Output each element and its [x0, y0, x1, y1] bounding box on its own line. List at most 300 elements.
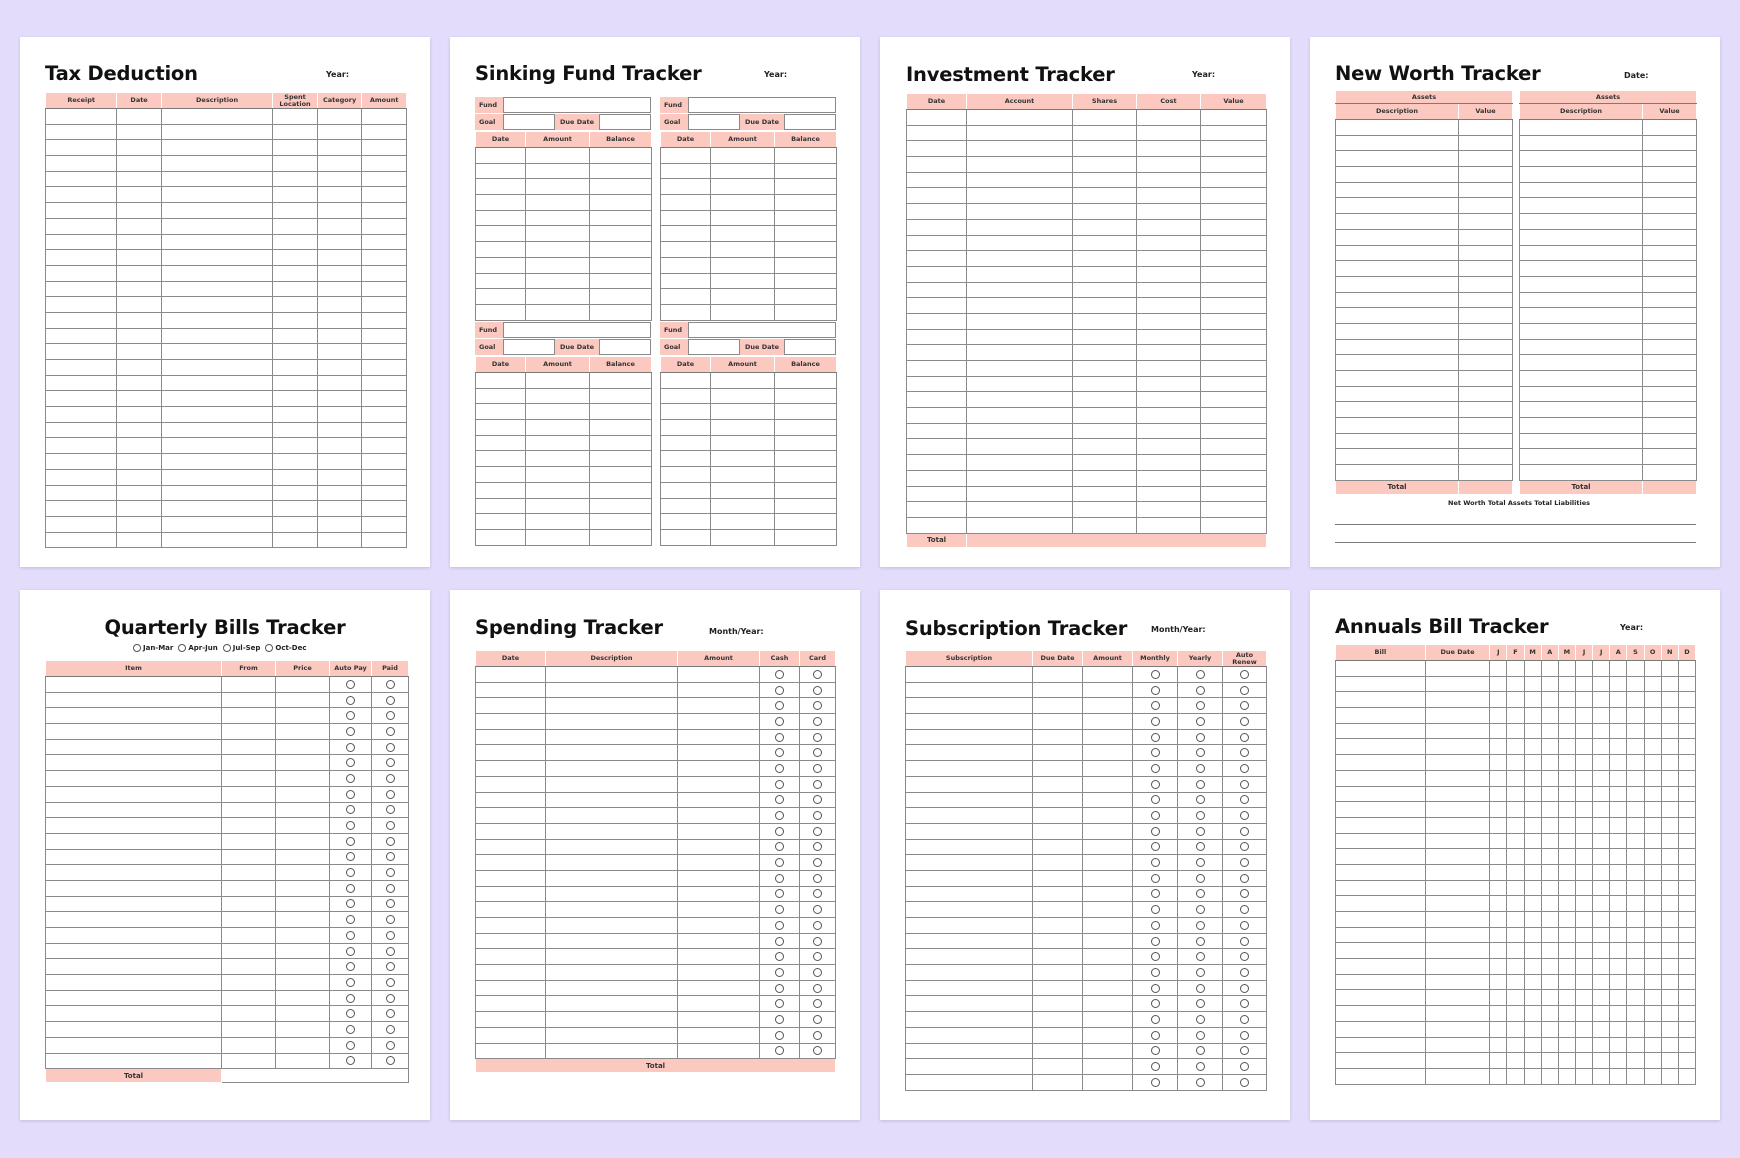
table-cell[interactable]	[476, 965, 546, 981]
table-cell[interactable]	[276, 880, 330, 896]
checkbox-circle[interactable]	[1178, 667, 1223, 683]
total-value[interactable]	[967, 533, 1267, 547]
table-cell[interactable]	[161, 281, 272, 297]
table-cell[interactable]	[1593, 849, 1610, 865]
table-cell[interactable]	[1661, 1068, 1678, 1084]
table-cell[interactable]	[317, 422, 362, 438]
table-cell[interactable]	[1575, 661, 1592, 677]
table-cell[interactable]	[1083, 965, 1133, 981]
table-cell[interactable]	[1678, 974, 1695, 990]
table-cell[interactable]	[362, 344, 407, 360]
table-cell[interactable]	[161, 344, 272, 360]
table-cell[interactable]	[1137, 298, 1201, 314]
table-cell[interactable]	[546, 870, 678, 886]
checkbox-circle[interactable]	[800, 855, 836, 871]
table-cell[interactable]	[1336, 198, 1459, 214]
table-cell[interactable]	[546, 839, 678, 855]
table-cell[interactable]	[1575, 723, 1592, 739]
table-cell[interactable]	[117, 438, 162, 454]
table-cell[interactable]	[1459, 433, 1513, 449]
table-cell[interactable]	[1678, 1037, 1695, 1053]
table-cell[interactable]	[1033, 698, 1083, 714]
table-cell[interactable]	[661, 148, 711, 164]
table-cell[interactable]	[161, 312, 272, 328]
table-cell[interactable]	[1073, 141, 1137, 157]
quarter-option-jan-mar[interactable]	[133, 644, 173, 652]
table-cell[interactable]	[273, 344, 318, 360]
table-cell[interactable]	[1336, 817, 1426, 833]
table-cell[interactable]	[1336, 402, 1459, 418]
table-cell[interactable]	[362, 532, 407, 548]
table-cell[interactable]	[1459, 292, 1513, 308]
table-cell[interactable]	[117, 407, 162, 423]
radio-circle-icon[interactable]	[265, 644, 273, 652]
table-cell[interactable]	[362, 234, 407, 250]
table-cell[interactable]	[1083, 714, 1133, 730]
table-cell[interactable]	[1137, 313, 1201, 329]
checkbox-circle[interactable]	[372, 692, 409, 708]
table-cell[interactable]	[46, 975, 222, 991]
table-cell[interactable]	[1073, 251, 1137, 267]
table-cell[interactable]	[1644, 817, 1661, 833]
table-cell[interactable]	[1201, 251, 1267, 267]
table-cell[interactable]	[1137, 157, 1201, 173]
table-cell[interactable]	[906, 745, 1033, 761]
table-cell[interactable]	[222, 739, 276, 755]
table-cell[interactable]	[678, 949, 760, 965]
table-cell[interactable]	[1507, 927, 1524, 943]
table-cell[interactable]	[317, 124, 362, 140]
checkbox-circle[interactable]	[372, 677, 409, 693]
table-cell[interactable]	[161, 140, 272, 156]
table-cell[interactable]	[1073, 313, 1137, 329]
checkbox-circle[interactable]	[372, 802, 409, 818]
table-cell[interactable]	[546, 667, 678, 683]
table-cell[interactable]	[317, 203, 362, 219]
table-cell[interactable]	[1593, 959, 1610, 975]
table-cell[interactable]	[775, 373, 837, 389]
quarter-option-apr-jun[interactable]	[178, 644, 217, 652]
table-cell[interactable]	[711, 257, 775, 273]
table-cell[interactable]	[46, 1037, 222, 1053]
table-cell[interactable]	[1661, 723, 1678, 739]
table-cell[interactable]	[678, 729, 760, 745]
table-cell[interactable]	[1201, 329, 1267, 345]
table-cell[interactable]	[1033, 839, 1083, 855]
checkbox-circle[interactable]	[1133, 776, 1178, 792]
table-cell[interactable]	[907, 361, 967, 377]
table-cell[interactable]	[661, 498, 711, 514]
table-cell[interactable]	[1033, 980, 1083, 996]
table-cell[interactable]	[1661, 786, 1678, 802]
table-cell[interactable]	[276, 959, 330, 975]
goal-input[interactable]	[503, 114, 555, 130]
table-cell[interactable]	[276, 912, 330, 928]
checkbox-circle[interactable]	[1223, 667, 1267, 683]
table-cell[interactable]	[775, 482, 837, 498]
table-cell[interactable]	[1083, 667, 1133, 683]
table-cell[interactable]	[1336, 755, 1426, 771]
table-cell[interactable]	[1336, 214, 1459, 230]
checkbox-circle[interactable]	[1178, 918, 1223, 934]
table-cell[interactable]	[1073, 345, 1137, 361]
table-cell[interactable]	[317, 485, 362, 501]
table-cell[interactable]	[46, 203, 117, 219]
checkbox-circle[interactable]	[330, 1037, 372, 1053]
checkbox-circle[interactable]	[1133, 933, 1178, 949]
table-cell[interactable]	[907, 329, 967, 345]
table-cell[interactable]	[526, 514, 590, 530]
table-cell[interactable]	[1336, 739, 1426, 755]
table-cell[interactable]	[1073, 157, 1137, 173]
table-cell[interactable]	[46, 880, 222, 896]
table-cell[interactable]	[46, 187, 117, 203]
table-cell[interactable]	[1425, 1068, 1490, 1084]
table-cell[interactable]	[1593, 739, 1610, 755]
table-cell[interactable]	[276, 1006, 330, 1022]
table-cell[interactable]	[546, 933, 678, 949]
table-cell[interactable]	[117, 516, 162, 532]
table-cell[interactable]	[46, 312, 117, 328]
table-cell[interactable]	[907, 408, 967, 424]
table-cell[interactable]	[317, 454, 362, 470]
table-cell[interactable]	[1575, 708, 1592, 724]
table-cell[interactable]	[1073, 392, 1137, 408]
table-cell[interactable]	[1575, 864, 1592, 880]
table-cell[interactable]	[678, 745, 760, 761]
table-cell[interactable]	[362, 265, 407, 281]
table-cell[interactable]	[1678, 661, 1695, 677]
fund-input[interactable]	[688, 322, 836, 338]
table-cell[interactable]	[1627, 1068, 1644, 1084]
table-cell[interactable]	[1644, 676, 1661, 692]
table-cell[interactable]	[907, 376, 967, 392]
table-cell[interactable]	[1678, 802, 1695, 818]
table-cell[interactable]	[1459, 402, 1513, 418]
table-cell[interactable]	[1524, 912, 1541, 928]
checkbox-circle[interactable]	[330, 896, 372, 912]
table-cell[interactable]	[1524, 864, 1541, 880]
table-cell[interactable]	[711, 226, 775, 242]
checkbox-circle[interactable]	[330, 786, 372, 802]
table-cell[interactable]	[1201, 188, 1267, 204]
table-cell[interactable]	[476, 435, 526, 451]
table-cell[interactable]	[1336, 355, 1459, 371]
table-cell[interactable]	[1033, 1012, 1083, 1028]
table-cell[interactable]	[46, 501, 117, 517]
table-cell[interactable]	[907, 502, 967, 518]
table-cell[interactable]	[273, 422, 318, 438]
table-cell[interactable]	[1201, 423, 1267, 439]
table-cell[interactable]	[1033, 714, 1083, 730]
checkbox-circle[interactable]	[372, 708, 409, 724]
table-cell[interactable]	[46, 990, 222, 1006]
checkbox-circle[interactable]	[1223, 1059, 1267, 1075]
checkbox-circle[interactable]	[1178, 745, 1223, 761]
table-cell[interactable]	[907, 204, 967, 220]
table-cell[interactable]	[678, 1027, 760, 1043]
table-cell[interactable]	[1083, 1027, 1133, 1043]
table-cell[interactable]	[775, 404, 837, 420]
table-cell[interactable]	[1507, 990, 1524, 1006]
table-cell[interactable]	[1627, 896, 1644, 912]
table-cell[interactable]	[1661, 1006, 1678, 1022]
table-cell[interactable]	[1137, 408, 1201, 424]
table-cell[interactable]	[1425, 959, 1490, 975]
table-cell[interactable]	[317, 360, 362, 376]
table-cell[interactable]	[46, 485, 117, 501]
table-cell[interactable]	[1593, 880, 1610, 896]
table-cell[interactable]	[1541, 676, 1558, 692]
table-cell[interactable]	[1627, 817, 1644, 833]
table-cell[interactable]	[117, 203, 162, 219]
table-cell[interactable]	[1201, 157, 1267, 173]
table-cell[interactable]	[1678, 723, 1695, 739]
table-cell[interactable]	[1459, 339, 1513, 355]
table-cell[interactable]	[1201, 266, 1267, 282]
table-cell[interactable]	[1610, 802, 1627, 818]
table-cell[interactable]	[222, 755, 276, 771]
table-cell[interactable]	[222, 833, 276, 849]
table-cell[interactable]	[476, 949, 546, 965]
table-cell[interactable]	[1520, 355, 1643, 371]
table-cell[interactable]	[1661, 692, 1678, 708]
table-cell[interactable]	[1541, 912, 1558, 928]
checkbox-circle[interactable]	[1133, 870, 1178, 886]
table-cell[interactable]	[161, 171, 272, 187]
table-cell[interactable]	[1661, 739, 1678, 755]
table-cell[interactable]	[317, 187, 362, 203]
table-cell[interactable]	[1459, 449, 1513, 465]
table-cell[interactable]	[46, 328, 117, 344]
table-cell[interactable]	[775, 498, 837, 514]
table-cell[interactable]	[1520, 214, 1643, 230]
checkbox-circle[interactable]	[1133, 980, 1178, 996]
table-cell[interactable]	[1507, 739, 1524, 755]
table-cell[interactable]	[273, 328, 318, 344]
table-cell[interactable]	[317, 156, 362, 172]
table-cell[interactable]	[46, 344, 117, 360]
table-cell[interactable]	[476, 808, 546, 824]
checkbox-circle[interactable]	[330, 849, 372, 865]
checkbox-circle[interactable]	[330, 677, 372, 693]
checkbox-circle[interactable]	[1178, 1027, 1223, 1043]
table-cell[interactable]	[362, 485, 407, 501]
table-cell[interactable]	[1083, 980, 1133, 996]
table-cell[interactable]	[476, 179, 526, 195]
table-cell[interactable]	[476, 918, 546, 934]
table-cell[interactable]	[362, 391, 407, 407]
table-cell[interactable]	[1661, 896, 1678, 912]
table-cell[interactable]	[1610, 676, 1627, 692]
table-cell[interactable]	[46, 532, 117, 548]
table-cell[interactable]	[1083, 823, 1133, 839]
table-cell[interactable]	[1507, 661, 1524, 677]
checkbox-circle[interactable]	[1178, 792, 1223, 808]
table-cell[interactable]	[117, 156, 162, 172]
table-cell[interactable]	[1459, 323, 1513, 339]
table-cell[interactable]	[1137, 188, 1201, 204]
table-cell[interactable]	[1520, 402, 1643, 418]
checkbox-circle[interactable]	[1178, 1059, 1223, 1075]
table-cell[interactable]	[1558, 896, 1575, 912]
table-cell[interactable]	[1610, 849, 1627, 865]
table-cell[interactable]	[1459, 355, 1513, 371]
table-cell[interactable]	[1336, 182, 1459, 198]
table-cell[interactable]	[1336, 151, 1459, 167]
table-cell[interactable]	[775, 195, 837, 211]
table-cell[interactable]	[1073, 282, 1137, 298]
table-cell[interactable]	[1593, 833, 1610, 849]
table-cell[interactable]	[526, 420, 590, 436]
table-cell[interactable]	[1644, 1006, 1661, 1022]
table-cell[interactable]	[906, 918, 1033, 934]
checkbox-circle[interactable]	[1223, 682, 1267, 698]
table-cell[interactable]	[1201, 282, 1267, 298]
table-cell[interactable]	[1336, 786, 1426, 802]
table-cell[interactable]	[1610, 739, 1627, 755]
checkbox-circle[interactable]	[800, 776, 836, 792]
table-cell[interactable]	[1336, 1068, 1426, 1084]
table-cell[interactable]	[46, 171, 117, 187]
checkbox-circle[interactable]	[1178, 761, 1223, 777]
table-cell[interactable]	[362, 328, 407, 344]
table-cell[interactable]	[1490, 708, 1507, 724]
table-cell[interactable]	[967, 423, 1073, 439]
table-cell[interactable]	[967, 439, 1073, 455]
table-cell[interactable]	[1558, 770, 1575, 786]
table-cell[interactable]	[590, 373, 652, 389]
table-cell[interactable]	[1083, 792, 1133, 808]
table-cell[interactable]	[711, 289, 775, 305]
table-cell[interactable]	[46, 422, 117, 438]
table-cell[interactable]	[1644, 943, 1661, 959]
table-cell[interactable]	[1610, 974, 1627, 990]
table-cell[interactable]	[317, 265, 362, 281]
table-cell[interactable]	[1033, 870, 1083, 886]
table-cell[interactable]	[1575, 1021, 1592, 1037]
table-cell[interactable]	[117, 218, 162, 234]
table-cell[interactable]	[1610, 927, 1627, 943]
table-cell[interactable]	[1490, 676, 1507, 692]
table-cell[interactable]	[1541, 661, 1558, 677]
table-cell[interactable]	[1524, 676, 1541, 692]
checkbox-circle[interactable]	[1133, 745, 1178, 761]
table-cell[interactable]	[117, 281, 162, 297]
checkbox-circle[interactable]	[760, 965, 800, 981]
table-cell[interactable]	[276, 755, 330, 771]
table-cell[interactable]	[1593, 770, 1610, 786]
table-cell[interactable]	[590, 226, 652, 242]
table-cell[interactable]	[775, 179, 837, 195]
table-cell[interactable]	[117, 328, 162, 344]
table-cell[interactable]	[1201, 361, 1267, 377]
table-cell[interactable]	[276, 1022, 330, 1038]
table-cell[interactable]	[1661, 927, 1678, 943]
table-cell[interactable]	[590, 163, 652, 179]
table-cell[interactable]	[1137, 172, 1201, 188]
table-cell[interactable]	[1558, 1006, 1575, 1022]
table-cell[interactable]	[1083, 682, 1133, 698]
checkbox-circle[interactable]	[1133, 949, 1178, 965]
table-cell[interactable]	[362, 156, 407, 172]
table-cell[interactable]	[661, 304, 711, 320]
table-cell[interactable]	[1336, 323, 1459, 339]
table-cell[interactable]	[1490, 739, 1507, 755]
table-cell[interactable]	[276, 975, 330, 991]
table-cell[interactable]	[967, 517, 1073, 533]
table-cell[interactable]	[1678, 943, 1695, 959]
table-cell[interactable]	[46, 959, 222, 975]
table-cell[interactable]	[161, 109, 272, 125]
table-cell[interactable]	[1558, 708, 1575, 724]
table-cell[interactable]	[1201, 376, 1267, 392]
checkbox-circle[interactable]	[1223, 980, 1267, 996]
table-cell[interactable]	[1033, 682, 1083, 698]
table-cell[interactable]	[1201, 455, 1267, 471]
table-cell[interactable]	[967, 266, 1073, 282]
table-cell[interactable]	[46, 469, 117, 485]
table-cell[interactable]	[476, 823, 546, 839]
table-cell[interactable]	[1336, 708, 1426, 724]
table-cell[interactable]	[526, 148, 590, 164]
table-cell[interactable]	[1643, 339, 1697, 355]
table-cell[interactable]	[1627, 739, 1644, 755]
table-cell[interactable]	[1678, 1006, 1695, 1022]
table-cell[interactable]	[1425, 739, 1490, 755]
checkbox-circle[interactable]	[1178, 698, 1223, 714]
table-cell[interactable]	[1644, 1053, 1661, 1069]
table-cell[interactable]	[546, 855, 678, 871]
table-cell[interactable]	[711, 467, 775, 483]
table-cell[interactable]	[1073, 486, 1137, 502]
table-cell[interactable]	[590, 388, 652, 404]
table-cell[interactable]	[1490, 990, 1507, 1006]
table-cell[interactable]	[967, 298, 1073, 314]
table-cell[interactable]	[273, 140, 318, 156]
table-cell[interactable]	[1678, 896, 1695, 912]
table-cell[interactable]	[526, 404, 590, 420]
table-cell[interactable]	[1201, 313, 1267, 329]
table-cell[interactable]	[1073, 376, 1137, 392]
table-cell[interactable]	[1137, 282, 1201, 298]
table-cell[interactable]	[273, 407, 318, 423]
table-cell[interactable]	[1137, 125, 1201, 141]
table-cell[interactable]	[161, 516, 272, 532]
table-cell[interactable]	[1558, 974, 1575, 990]
checkbox-circle[interactable]	[1223, 698, 1267, 714]
checkbox-circle[interactable]	[330, 833, 372, 849]
table-cell[interactable]	[1425, 974, 1490, 990]
table-cell[interactable]	[1033, 667, 1083, 683]
table-cell[interactable]	[1575, 912, 1592, 928]
table-cell[interactable]	[1575, 1006, 1592, 1022]
table-cell[interactable]	[1336, 927, 1426, 943]
checkbox-circle[interactable]	[372, 1053, 409, 1069]
table-cell[interactable]	[1575, 770, 1592, 786]
table-cell[interactable]	[1083, 996, 1133, 1012]
table-cell[interactable]	[273, 250, 318, 266]
table-cell[interactable]	[1541, 849, 1558, 865]
table-cell[interactable]	[1593, 1037, 1610, 1053]
table-cell[interactable]	[1558, 1037, 1575, 1053]
table-cell[interactable]	[775, 242, 837, 258]
table-cell[interactable]	[1490, 817, 1507, 833]
checkbox-circle[interactable]	[1133, 1027, 1178, 1043]
checkbox-circle[interactable]	[800, 682, 836, 698]
checkbox-circle[interactable]	[372, 1037, 409, 1053]
table-cell[interactable]	[1425, 1021, 1490, 1037]
